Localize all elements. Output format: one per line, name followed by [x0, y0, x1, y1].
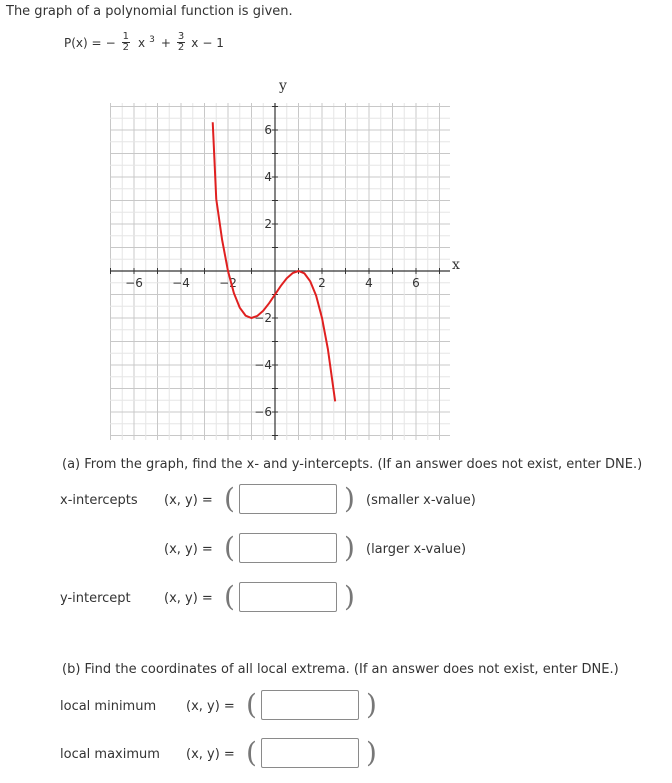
y-tick-label: 2: [264, 217, 272, 231]
larger-x-note: (larger x-value): [366, 542, 467, 557]
polynomial-curve: [213, 122, 335, 401]
x-tick-label: −4: [172, 276, 190, 290]
x-intercept-smaller-input[interactable]: [239, 484, 337, 514]
xy-equals: (x, y) =: [164, 542, 213, 557]
function-tail: − 1: [202, 35, 224, 50]
local-maximum-label: local maximum: [60, 747, 160, 762]
x-tick-label: 4: [365, 276, 373, 290]
y-tick-label: 6: [264, 123, 272, 137]
problem-intro: The graph of a polynomial function is given.: [6, 4, 293, 19]
open-paren: (: [246, 688, 257, 721]
y-intercept-input[interactable]: [239, 582, 337, 612]
function-minus: −: [105, 35, 116, 50]
local-maximum-input[interactable]: [261, 738, 359, 768]
fraction-three-halves: $\frac{3}{2}$: [177, 31, 185, 53]
y-tick-label: −6: [254, 405, 272, 419]
xy-equals: (x, y) =: [186, 699, 235, 714]
y-axis-label: y: [279, 78, 287, 94]
x-intercept-larger-input[interactable]: [239, 533, 337, 563]
xy-equals: (x, y) =: [164, 591, 213, 606]
fraction-one-half: $\frac{1}{2}$: [122, 31, 130, 53]
x-tick-label: −2: [219, 276, 237, 290]
close-paren: ): [366, 736, 377, 769]
y-tick-label: 4: [264, 170, 272, 184]
function-x-cubed: x $^3$: [138, 35, 155, 50]
y-intercept-label: y-intercept: [60, 591, 131, 606]
close-paren: ): [344, 482, 355, 515]
smaller-x-note: (smaller x-value): [366, 493, 476, 508]
x-tick-label: 2: [318, 276, 326, 290]
function-definition: [62, 32, 226, 53]
open-paren: (: [246, 736, 257, 769]
function-lhs: P(x) =: [64, 35, 102, 50]
xy-equals: (x, y) =: [164, 493, 213, 508]
y-tick-label: −4: [254, 358, 272, 372]
y-tick-label: −2: [254, 311, 272, 325]
part-b-question: (b) Find the coordinates of all local extrema. (If an answer does not exist, enter DNE.): [62, 662, 619, 677]
tick-labels: [125, 78, 460, 419]
local-minimum-label: local minimum: [60, 699, 157, 714]
function-plus: +: [160, 35, 171, 50]
close-paren: ): [366, 688, 377, 721]
x-intercepts-label: x-intercepts: [60, 493, 138, 508]
function-x: x: [191, 35, 199, 50]
x-axis-label: x: [452, 257, 460, 273]
xy-equals: (x, y) =: [186, 747, 235, 762]
open-paren: (: [224, 531, 235, 564]
local-minimum-input[interactable]: [261, 690, 359, 720]
x-tick-label: 6: [412, 276, 420, 290]
open-paren: (: [224, 482, 235, 515]
polynomial-graph: [110, 78, 460, 443]
open-paren: (: [224, 580, 235, 613]
part-a-question: (a) From the graph, find the x- and y-intercepts. (If an answer does not exist, enter DNE.): [62, 457, 643, 472]
x-tick-label: −6: [125, 276, 143, 290]
close-paren: ): [344, 580, 355, 613]
close-paren: ): [344, 531, 355, 564]
